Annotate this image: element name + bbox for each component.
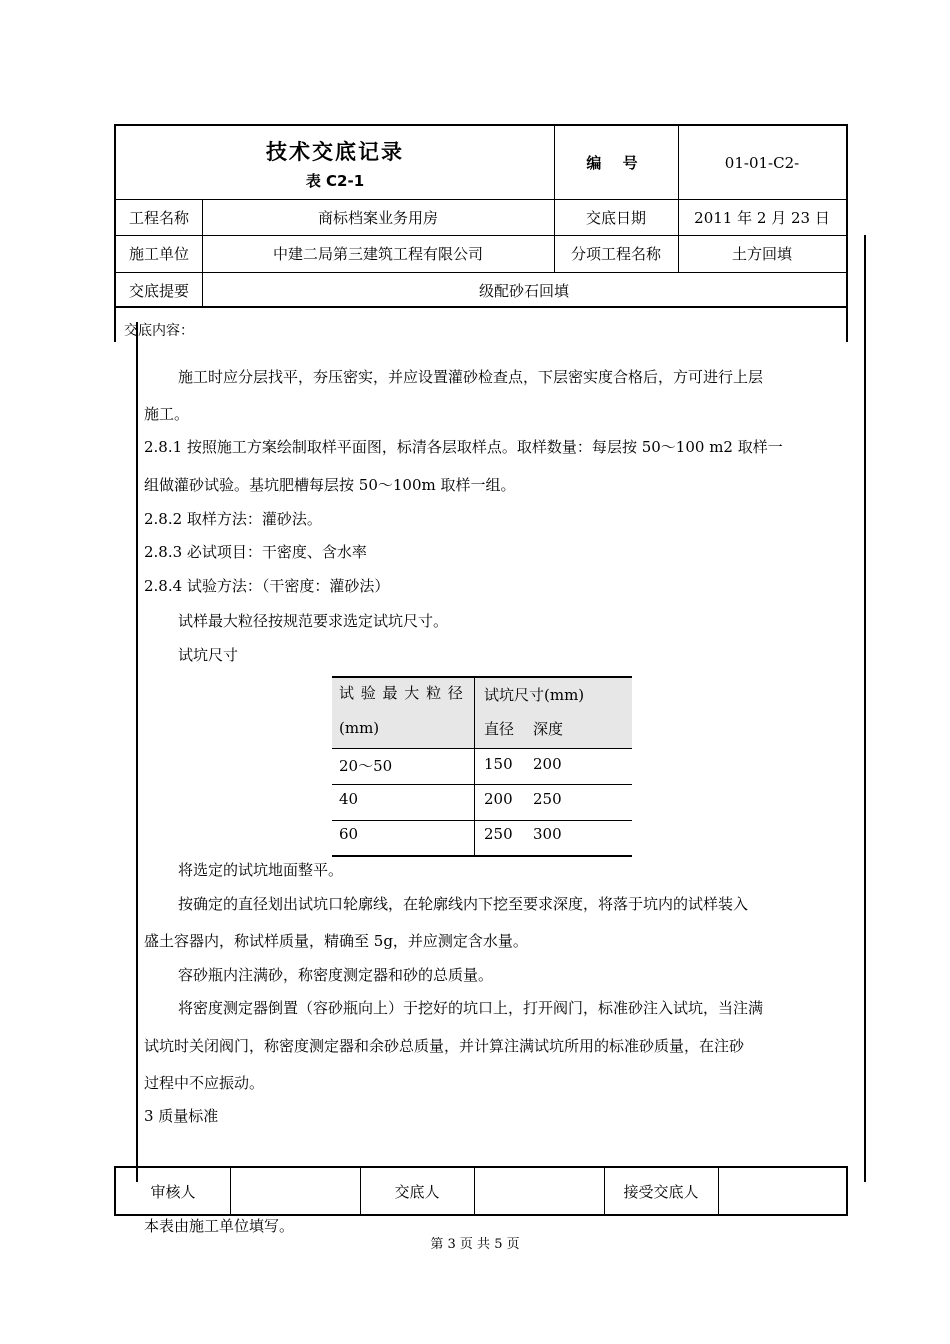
number-value: 01-01-C2- xyxy=(724,153,800,172)
project-name: 商标档案业务用房 xyxy=(317,208,438,227)
paragraph: 2.8.1 按照施工方案绘制取样平面图，标清各层取样点。取样数量：每层按 50～100 m2 取样一 xyxy=(144,438,783,456)
receiver-field[interactable] xyxy=(718,1168,846,1214)
paragraph: 过程中不应振动。 xyxy=(144,1074,265,1092)
table-rule xyxy=(332,676,632,678)
col2-header: 试坑尺寸(mm) xyxy=(484,686,585,704)
signature-table xyxy=(114,1166,848,1216)
table-cell: 250 xyxy=(533,790,562,808)
paragraph: 按确定的直径划出试坑口轮廓线，在轮廓线内下挖至要求深度，将落于坑内的试样装入 xyxy=(178,895,749,913)
number-label: 编 号 xyxy=(586,154,646,172)
table-cell: 250 xyxy=(484,825,513,843)
paragraph: 2.8.4 试验方法：（干密度：灌砂法） xyxy=(144,577,390,595)
col1-header: 试 验 最 大 粒 径 xyxy=(339,684,464,702)
table-cell: 60 xyxy=(339,825,359,843)
paragraph: 施工。 xyxy=(144,405,190,423)
content-label: 交底内容： xyxy=(124,323,194,339)
reviewer-field[interactable] xyxy=(230,1168,360,1214)
table-rule xyxy=(332,855,632,857)
table-rule xyxy=(332,820,632,821)
contractor-label: 施工单位 xyxy=(128,245,189,263)
paragraph: 试样最大粒径按规范要求选定试坑尺寸。 xyxy=(178,612,449,630)
paragraph: 将选定的试坑地面整平。 xyxy=(178,861,344,879)
presenter-field[interactable] xyxy=(474,1168,604,1214)
table-cell: 300 xyxy=(533,825,562,843)
right-border xyxy=(846,306,848,342)
col2-sub-depth: 深度 xyxy=(533,720,564,738)
margin-line-left xyxy=(136,322,138,1182)
paragraph: 2.8.3 必试项目：干密度、含水率 xyxy=(144,543,367,561)
paragraph: 试坑尺寸 xyxy=(178,646,239,664)
table-cell: 200 xyxy=(484,790,513,808)
document-title: 技术交底记录 xyxy=(266,140,404,164)
project-name-label: 工程名称 xyxy=(128,208,189,227)
paragraph: 试坑时关闭阀门，称密度测定器和余砂总质量，并计算注满试坑所用的标准砂质量，在注砂 xyxy=(144,1037,745,1055)
footer-note: 本表由施工单位填写。 xyxy=(144,1217,295,1235)
contractor: 中建二局第三建筑工程有限公司 xyxy=(272,245,483,263)
paragraph: 施工时应分层找平，夯压密实，并应设置灌砂检查点，下层密实度合格后，方可进行上层 xyxy=(178,368,764,386)
header-table xyxy=(114,124,848,308)
summary-label: 交底提要 xyxy=(128,281,189,300)
presenter-label: 交底人 xyxy=(394,1182,440,1201)
date-value: 2011 年 2 月 23 日 xyxy=(694,208,830,227)
paragraph: 容砂瓶内注满砂，称密度测定器和砂的总质量。 xyxy=(178,966,494,984)
table-cell: 150 xyxy=(484,755,513,773)
margin-line-right xyxy=(864,235,866,1182)
subitem: 土方回填 xyxy=(731,245,792,263)
form-code: 表 C2-1 xyxy=(305,171,365,190)
page-info: 第 3 页 共 5 页 xyxy=(430,1237,520,1252)
pit-size-table xyxy=(332,676,632,857)
table-cell: 200 xyxy=(533,755,562,773)
table-rule xyxy=(332,748,632,749)
left-border xyxy=(114,306,116,342)
date-label: 交底日期 xyxy=(585,208,646,227)
table-rule xyxy=(332,784,632,785)
subitem-label: 分项工程名称 xyxy=(570,245,661,263)
table-col-divider xyxy=(474,676,475,857)
col1-header-unit: (mm) xyxy=(339,719,380,737)
reviewer-label: 审核人 xyxy=(150,1182,196,1201)
table-cell: 40 xyxy=(339,790,359,808)
paragraph: 盛土容器内，称试样质量，精确至 5g，并应测定含水量。 xyxy=(144,932,528,950)
paragraph: 将密度测定器倒置（容砂瓶向上）于挖好的坑口上，打开阀门，标准砂注入试坑，当注满 xyxy=(178,999,764,1017)
paragraph: 2.8.2 取样方法：灌砂法。 xyxy=(144,510,322,528)
col2-sub-diameter: 直径 xyxy=(484,720,515,738)
summary: 级配砂石回填 xyxy=(478,281,569,300)
receiver-label: 接受交底人 xyxy=(623,1182,699,1201)
paragraph: 组做灌砂试验。基坑肥槽每层按 50～100m 取样一组。 xyxy=(144,476,516,494)
section-heading: 3 质量标准 xyxy=(144,1107,219,1125)
table-cell: 20～50 xyxy=(339,757,393,775)
